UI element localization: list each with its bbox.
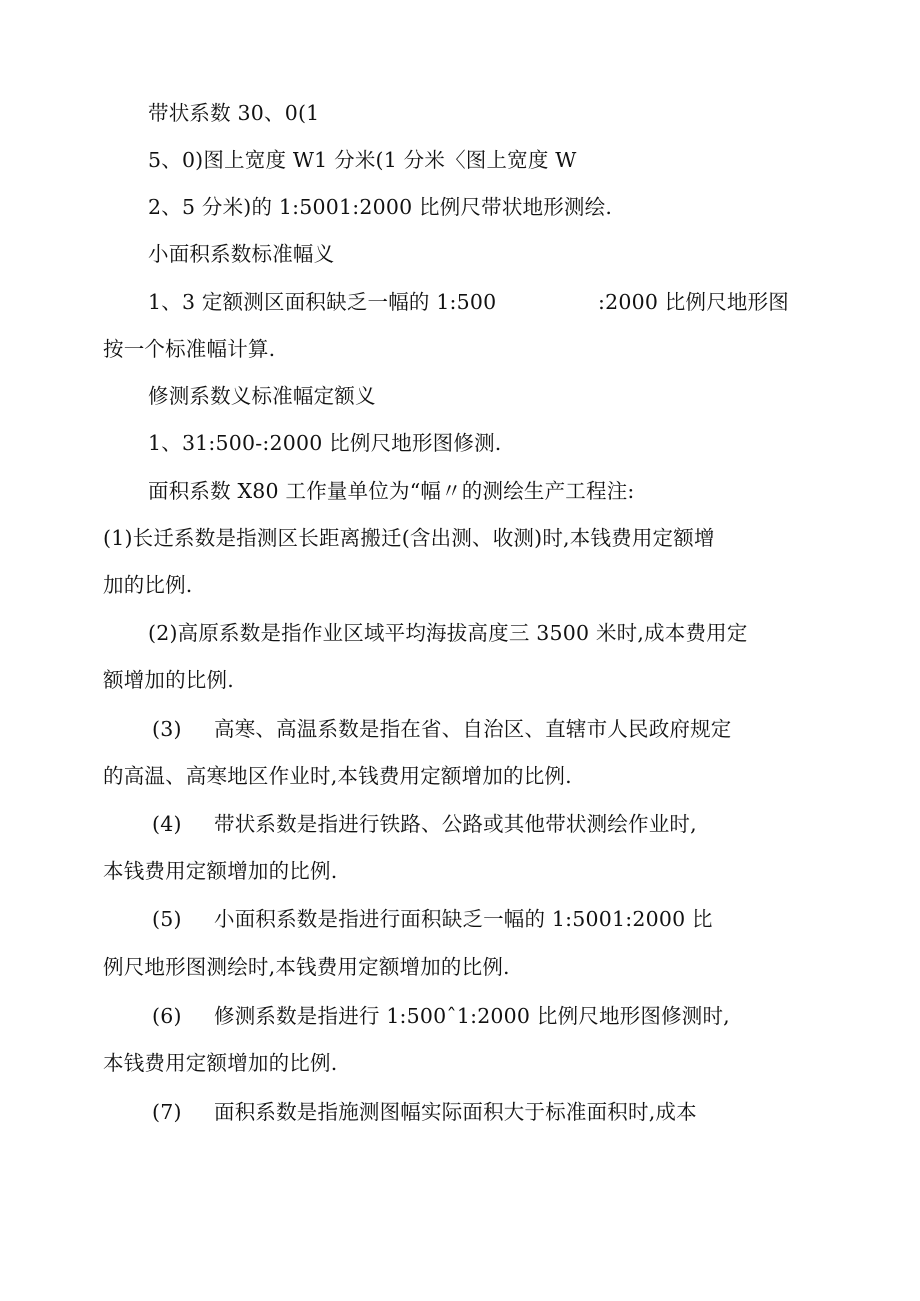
note-text: 面积系数是指施测图幅实际面积大于标准面积时,成本 — [214, 1100, 697, 1124]
note-number: (4) — [152, 812, 182, 836]
text-line: :2000 比例尺地形图 — [598, 290, 789, 314]
note-text: 加的比例. — [103, 573, 193, 597]
text-line: 1、31:500-:2000 比例尺地形图修测. — [148, 431, 502, 455]
note-number: (5) — [152, 907, 182, 931]
note-number: (3) — [152, 717, 182, 741]
note-text: 小面积系数是指进行面积缺乏一幅的 1:5001:2000 比 — [214, 907, 713, 931]
text-line: 5、0)图上宽度 W1 分米(1 分米〈图上宽度 W — [148, 148, 577, 172]
note-text: 的高温、高寒地区作业时,本钱费用定额增加的比例. — [103, 764, 572, 788]
text-line: 按一个标准幅计算. — [103, 337, 276, 361]
note-text: 本钱费用定额增加的比例. — [103, 1051, 338, 1075]
section-heading: 小面积系数标准幅义 — [148, 242, 335, 266]
note-text: (2)高原系数是指作业区域平均海拔高度三 3500 米时,成本费用定 — [148, 621, 748, 645]
note-text: 修测系数是指进行 1:500ˆ1:2000 比例尺地形图修测时, — [214, 1004, 730, 1028]
note-text: 带状系数是指进行铁路、公路或其他带状测绘作业时, — [214, 812, 697, 836]
text-line: 2、5 分米)的 1:5001:2000 比例尺带状地形测绘. — [148, 195, 613, 219]
note-text: 额增加的比例. — [103, 668, 234, 692]
note-number: (7) — [152, 1100, 182, 1124]
note-number: (6) — [152, 1004, 182, 1028]
text-line: 1、3 定额测区面积缺乏一幅的 1:500 — [148, 290, 497, 314]
notes-heading: 面积系数 X80 工作量单位为“幅〃的测绘生产工程注: — [148, 479, 635, 503]
note-text: 高寒、高温系数是指在省、自治区、直辖市人民政府规定 — [214, 717, 732, 741]
text-line: 带状系数 30、0(1 — [148, 101, 320, 125]
note-text: 本钱费用定额增加的比例. — [103, 859, 338, 883]
note-text: 例尺地形图测绘时,本钱费用定额增加的比例. — [103, 955, 510, 979]
note-text: (1)长迁系数是指测区长距离搬迁(含出测、收测)时,本钱费用定额增 — [103, 526, 715, 550]
section-heading: 修测系数义标准幅定额义 — [148, 384, 376, 408]
